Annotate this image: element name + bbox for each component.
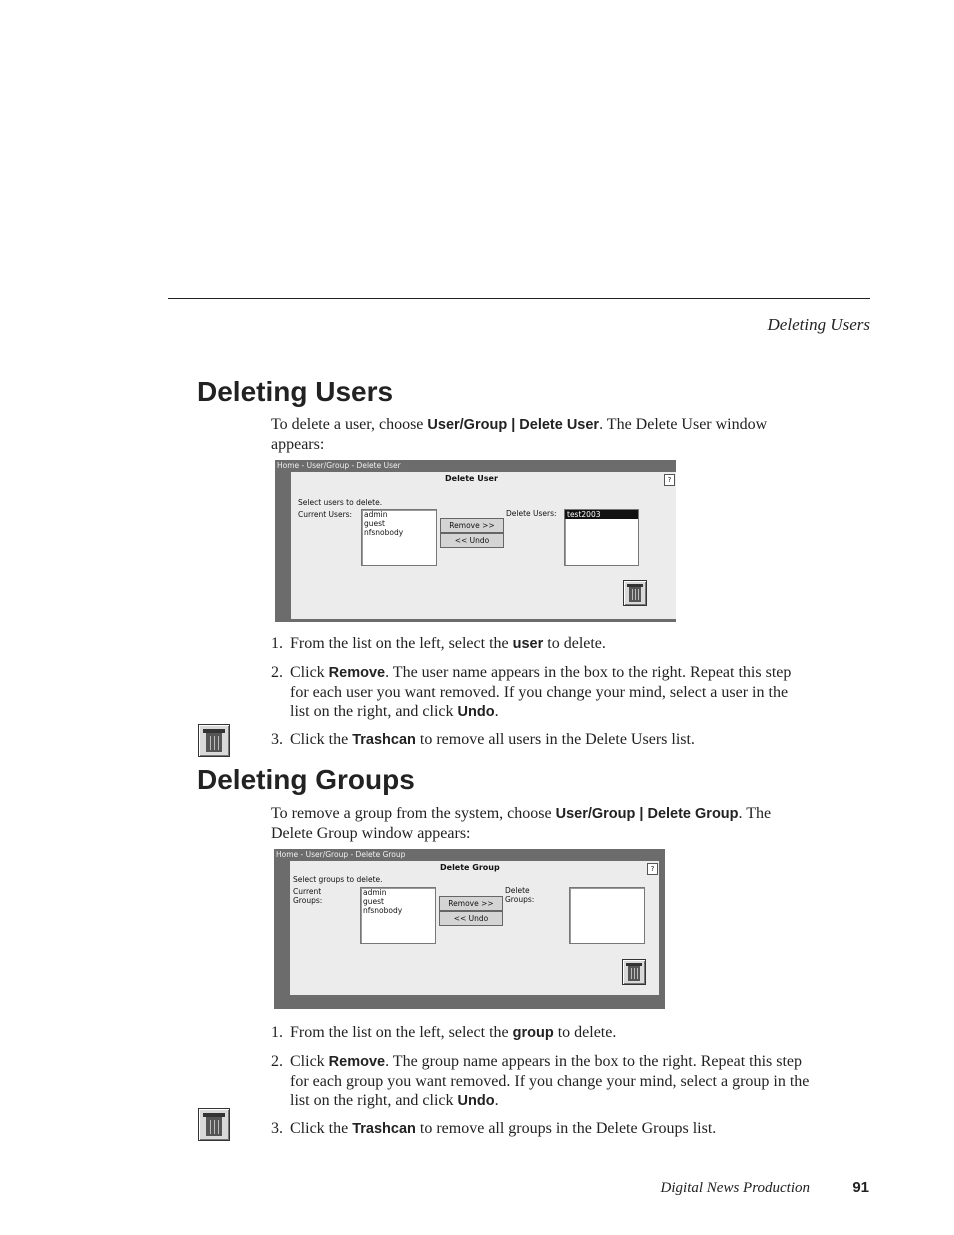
delete-groups-label-2: Groups: bbox=[505, 895, 535, 904]
footer-book-title: Digital News Production bbox=[660, 1180, 810, 1196]
list-item[interactable]: nfsnobody bbox=[363, 906, 403, 915]
delete-user-window bbox=[275, 460, 676, 622]
step-groups-3: 3. Click the Trashcan to remove all groups in the Delete Groups list. bbox=[271, 1120, 717, 1137]
instruction-text: Select users to delete. bbox=[298, 498, 383, 507]
undo-button[interactable]: << Undo bbox=[440, 533, 504, 548]
intro-deleting-users: To delete a user, choose User/Group | Delete User. The Delete User window appears: bbox=[271, 416, 768, 453]
instruction-text: Select groups to delete. bbox=[293, 875, 383, 884]
help-icon[interactable]: ? bbox=[664, 474, 675, 486]
list-item[interactable]: nfsnobody bbox=[364, 528, 404, 537]
step-users-3: 3. Click the Trashcan to remove all users in the Delete Users list. bbox=[271, 731, 695, 748]
undo-button[interactable]: << Undo bbox=[439, 911, 503, 926]
step-users-2: 2. Click Remove. The user name appears in the box to the right. Repeat this step for each user you want removed. If you change your mind, select a user in the list on the right, and click Undo. bbox=[271, 664, 792, 720]
step-users-1: 1. From the list on the left, select the user to delete. bbox=[271, 635, 606, 652]
step-groups-2: 2. Click Remove. The group name appears in the box to the right. Repeat this step for each group you want removed. If you change your mind, select a group in the list on the right, and click Undo. bbox=[271, 1053, 810, 1109]
breadcrumb: Home - User/Group - Delete Group bbox=[274, 849, 665, 861]
intro-deleting-groups: To remove a group from the system, choose User/Group | Delete Group. The Delete Group window appears: bbox=[271, 805, 772, 842]
list-item-selected[interactable]: test2003 bbox=[565, 510, 638, 519]
current-groups-list[interactable] bbox=[360, 887, 436, 944]
delete-groups-list[interactable] bbox=[569, 887, 645, 944]
delete-users-list[interactable] bbox=[564, 509, 639, 566]
list-item[interactable]: admin bbox=[363, 888, 387, 897]
window-panel bbox=[291, 472, 676, 619]
help-icon[interactable]: ? bbox=[647, 863, 658, 875]
current-groups-label-2: Groups: bbox=[293, 896, 323, 905]
remove-button[interactable]: Remove >> bbox=[440, 518, 504, 533]
window-panel bbox=[290, 861, 659, 995]
breadcrumb: Home - User/Group - Delete User bbox=[275, 460, 676, 472]
remove-button[interactable]: Remove >> bbox=[439, 896, 503, 911]
window-title: Delete Group bbox=[440, 863, 500, 872]
step-groups-1: 1. From the list on the left, select the group to delete. bbox=[271, 1024, 617, 1041]
heading-deleting-groups: Deleting Groups bbox=[197, 764, 415, 795]
delete-group-window bbox=[274, 849, 665, 1009]
trashcan-icon bbox=[198, 724, 230, 757]
list-item[interactable]: guest bbox=[364, 519, 385, 528]
header-rule bbox=[168, 298, 870, 299]
current-users-list[interactable] bbox=[361, 509, 437, 566]
list-item[interactable]: guest bbox=[363, 897, 384, 906]
page-number: 91 bbox=[852, 1179, 869, 1196]
trashcan-icon bbox=[198, 1108, 230, 1141]
list-item[interactable]: admin bbox=[364, 510, 388, 519]
delete-users-label: Delete Users: bbox=[506, 509, 557, 518]
current-users-label: Current Users: bbox=[298, 510, 353, 519]
running-head: Deleting Users bbox=[767, 315, 870, 334]
window-title: Delete User bbox=[445, 474, 498, 483]
current-groups-label-1: Current bbox=[293, 887, 322, 896]
delete-groups-label-1: Delete bbox=[505, 886, 530, 895]
heading-deleting-users: Deleting Users bbox=[197, 376, 394, 407]
trashcan-icon[interactable] bbox=[623, 580, 647, 606]
trashcan-icon[interactable] bbox=[622, 959, 646, 985]
